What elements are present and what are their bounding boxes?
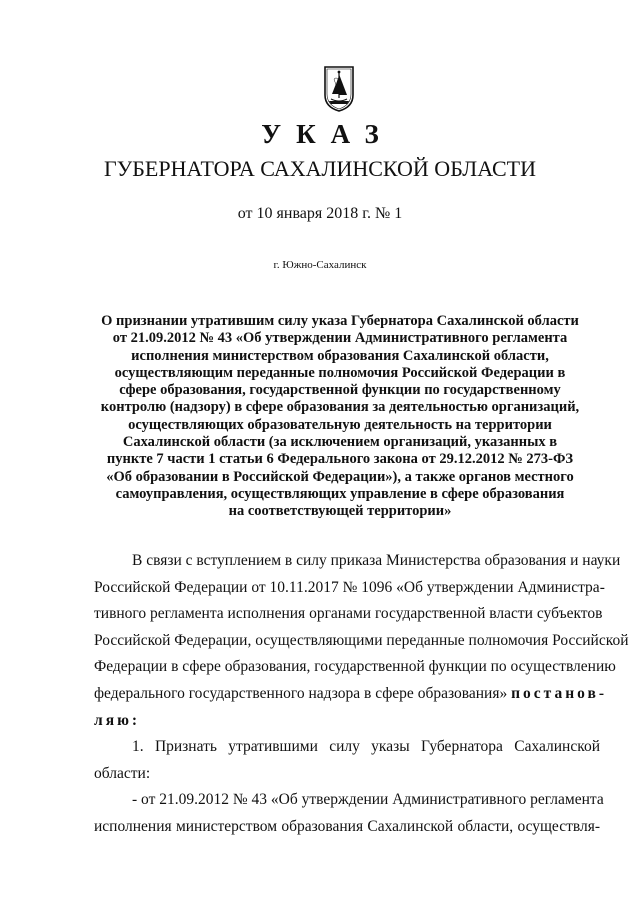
list-item-line: - от 21.09.2012 № 43 «Об утверждении Административного регламента: [132, 791, 604, 809]
body-line: Российской Федерации, осуществляющими переданные полномочия Российской: [94, 631, 629, 649]
clause-1-line: области:: [94, 764, 151, 782]
list-item-line: исполнения министерством образования Сахалинской области, осуществля-: [94, 817, 600, 835]
heading-line: «Об образовании в Российской Федерации»), а также органов местного: [106, 468, 574, 485]
body-line: Федерации в сфере образования, государственной функции по осуществлению: [94, 658, 616, 676]
body-line: тивного регламента исполнения органами государственной власти субъектов: [94, 605, 603, 623]
body-line-text: федерального государственного надзора в сфере образования»: [94, 684, 508, 702]
sakhalin-coat-of-arms-icon: [323, 65, 355, 113]
document-city: г. Южно-Сахалинск: [273, 259, 367, 271]
heading-line: контролю (надзору) в сфере образования за деятельностью организаций,: [100, 399, 580, 416]
body-line: Российской Федерации от 10.11.2017 № 1096 «Об утверждении Администра-: [94, 578, 605, 596]
heading-line: пункте 7 части 1 статьи 6 Федерального закона от 29.12.2012 № 273-ФЗ: [106, 451, 574, 468]
clause-1-line: 1. Признать утратившими силу указы Губернатора Сахалинской: [132, 738, 600, 756]
heading-line: от 21.09.2012 № 43 «Об утверждении Административного регламента: [112, 330, 568, 347]
heading-line: Сахалинской области (за исключением организаций, указанных в: [122, 434, 558, 451]
heading-line: на соответствующей территории»: [228, 503, 452, 520]
issuer-title: ГУБЕРНАТОРА САХАЛИНСКОЙ ОБЛАСТИ: [104, 156, 536, 181]
heading-line: осуществляющим переданные полномочия Российской Федерации в: [114, 364, 566, 381]
body-line: В связи с вступлением в силу приказа Министерства образования и науки: [132, 552, 621, 569]
document-title: УКАЗ: [261, 119, 394, 149]
heading-line: О признании утратившим силу указа Губернатора Сахалинской области: [101, 313, 579, 329]
heading-line: осуществляющих образовательную деятельность на территории: [128, 416, 552, 433]
decree-heading: [80, 313, 600, 521]
resolution-word-end: ляю:: [94, 711, 141, 729]
body-line-with-resolution: [94, 681, 608, 708]
heading-line: исполнения министерством образования Сахалинской области,: [131, 347, 549, 364]
resolution-word: постанов-: [511, 684, 608, 702]
document-date-number: от 10 января 2018 г. № 1: [237, 205, 403, 222]
heading-line: сфере образования, государственной функции по государственному: [119, 382, 561, 399]
heading-line: самоуправления, осуществляющих управление в сфере образования: [115, 485, 565, 502]
decree-body: [94, 548, 629, 841]
